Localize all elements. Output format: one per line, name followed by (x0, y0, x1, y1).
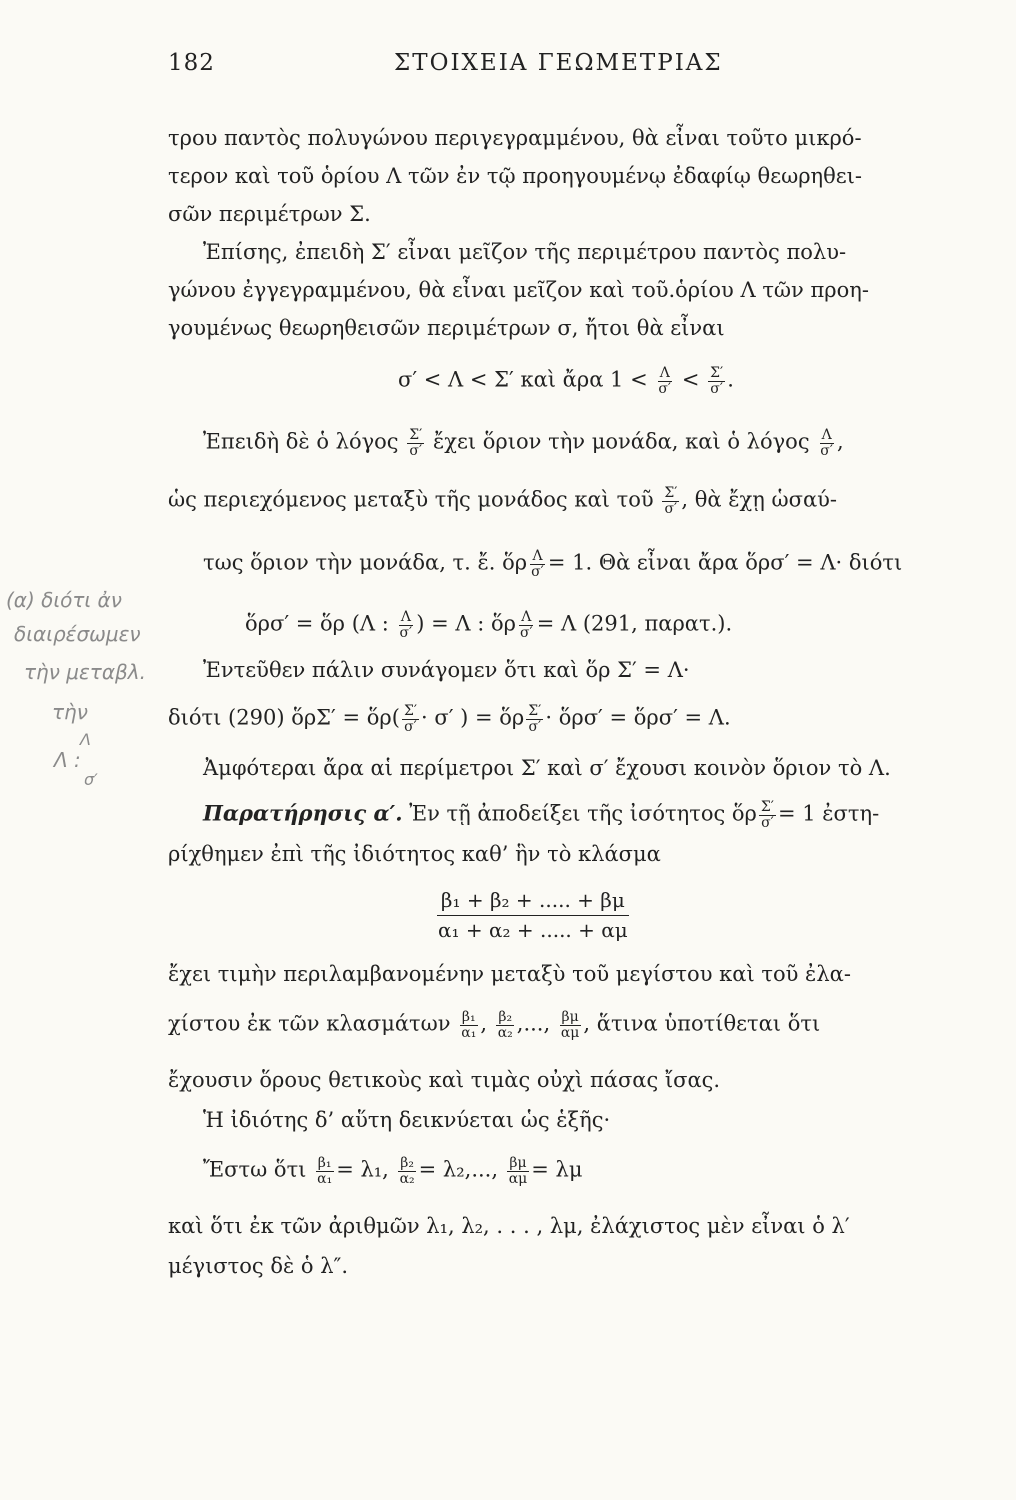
fraction-formula: $\frac{\text{β₁ + β₂ + ..... + βμ}}{\text{α₁ + α₂ + ..... + αμ}}$ (438, 888, 628, 942)
limit-formula: διότι (290) ὅρΣ′ = ὅρ( $\frac{\Sigma'}{\sigma'}$ · σ′ ) = ὅρ $\frac{\Sigma'}{\sigma'}$ · ὅρσ′ = ὅρσ′ = Λ. (168, 703, 731, 735)
text-line: ὡς περιεχόμενος μεταξὺ τῆς μονάδος καὶ τοῦ $\frac{\Sigma'}{\sigma'}$ , θὰ ἔχῃ ὡσαύ- (168, 485, 837, 517)
limit-formula: ὅρσ′ = ὅρ (Λ : $\frac{\Lambda}{\sigma'}$ ) = Λ : ὅρ $\frac{\Lambda}{\sigma'}$ = Λ (291, παρατ.). (245, 609, 733, 641)
page-number: 182 (168, 50, 215, 76)
text-line: ἔχει τιμὴν περιλαμβανομένην μεταξὺ τοῦ μεγίστου καὶ τοῦ ἐλα- (168, 962, 851, 986)
handwritten-note: τὴν (52, 700, 88, 724)
text-line: γώνου ἐγγεγραμμένου, θὰ εἶναι μεῖζον καὶ τοῦ.ὁρίου Λ τῶν προη- (168, 278, 869, 302)
handwritten-note: Λ : (54, 748, 81, 772)
text-line: τερον καὶ τοῦ ὁρίου Λ τῶν ἐν τῷ προηγουμένῳ ἐδαφίῳ θεωρηθει- (168, 164, 862, 188)
inequality-formula: σ′ < Λ < Σ′ καὶ ἄρα 1 < $\frac{\Lambda}{\sigma'}$ < $\frac{\Sigma'}{\sigma'}$ . (398, 365, 734, 397)
text-line: χίστου ἐκ τῶν κλασμάτων $\frac{\text{β₁}}{\text{α₁}}$ , $\frac{\text{β₂}}{\text{α₂}}$ ,..., $\frac{\beta\mu}{\alpha\mu}$ , ἅτινα ὑποτίθεται ὅτι (168, 1009, 821, 1041)
handwritten-note: τὴν μεταβλ. (24, 660, 146, 684)
text-line: Ἐπειδὴ δὲ ὁ λόγος $\frac{\Sigma'}{\sigma'}$ ἔχει ὅριον τὴν μονάδα, καὶ ὁ λόγος $\frac{\Lambda}{\sigma'}$ , (203, 427, 844, 459)
text-line: τρου παντὸς πολυγώνου περιγεγραμμένου, θὰ εἶναι τοῦτο μικρό- (168, 126, 862, 150)
remark-line: Παρατήρησις α′. Ἐν τῇ ἀποδείξει τῆς ἰσότητος ὅρ $\frac{\Sigma'}{\sigma'}$ = 1 ἐστη- (203, 799, 880, 831)
text-line: Ἀμφότεραι ἄρα αἱ περίμετροι Σ′ καὶ σ′ ἔχουσι κοινὸν ὅριον τὸ Λ. (203, 756, 891, 780)
handwritten-note: σ′ (84, 770, 98, 789)
text-line: ρίχθημεν ἐπὶ τῆς ἰδιότητος καθ’ ἣν τὸ κλάσμα (168, 842, 661, 866)
handwritten-note: διαιρέσωμεν (14, 622, 141, 646)
remark-heading: Παρατήρησις α′. (203, 800, 403, 826)
running-title: ΣΤΟΙΧΕΙΑ ΓΕΩΜΕΤΡΙΑΣ (394, 50, 723, 76)
text-line: Ἐπίσης, ἐπειδὴ Σ′ εἶναι μεῖζον τῆς περιμέτρου παντὸς πολυ- (203, 240, 847, 264)
text-line: σῶν περιμέτρων Σ. (168, 202, 371, 226)
text-line: ἔχουσιν ὅρους θετικοὺς καὶ τιμὰς οὐχὶ πάσας ἴσας. (168, 1068, 721, 1092)
text-line: γουμένως θεωρηθεισῶν περιμέτρων σ, ἤτοι θὰ εἶναι (168, 316, 725, 340)
text-line: Ἔστω ὅτι $\frac{\text{β₁}}{\text{α₁}}$ = λ₁, $\frac{\text{β₂}}{\text{α₂}}$ = λ₂,..., $\frac{\beta\mu}{\alpha\mu}$ = λμ (203, 1155, 583, 1187)
text-line: Ἐντεῦθεν πάλιν συνάγομεν ὅτι καὶ ὅρ Σ′ = Λ· (203, 658, 690, 682)
text-line: μέγιστος δὲ ὁ λ″. (168, 1254, 349, 1278)
text-line: τως ὅριον τὴν μονάδα, τ. ἔ. ὅρ $\frac{\Lambda}{\sigma'}$ = 1. Θὰ εἶναι ἄρα ὅρσ′ = Λ· διότι (203, 548, 903, 580)
text-line: καὶ ὅτι ἐκ τῶν ἀριθμῶν λ₁, λ₂, . . . , λμ, ἐλάχιστος μὲν εἶναι ὁ λ′ (168, 1214, 850, 1238)
handwritten-note: Λ (80, 730, 91, 749)
text-line: Ἡ ἰδιότης δ’ αὕτη δεικνύεται ὡς ἑξῆς· (203, 1108, 611, 1132)
handwritten-note: (α) διότι ἀν (6, 588, 122, 612)
